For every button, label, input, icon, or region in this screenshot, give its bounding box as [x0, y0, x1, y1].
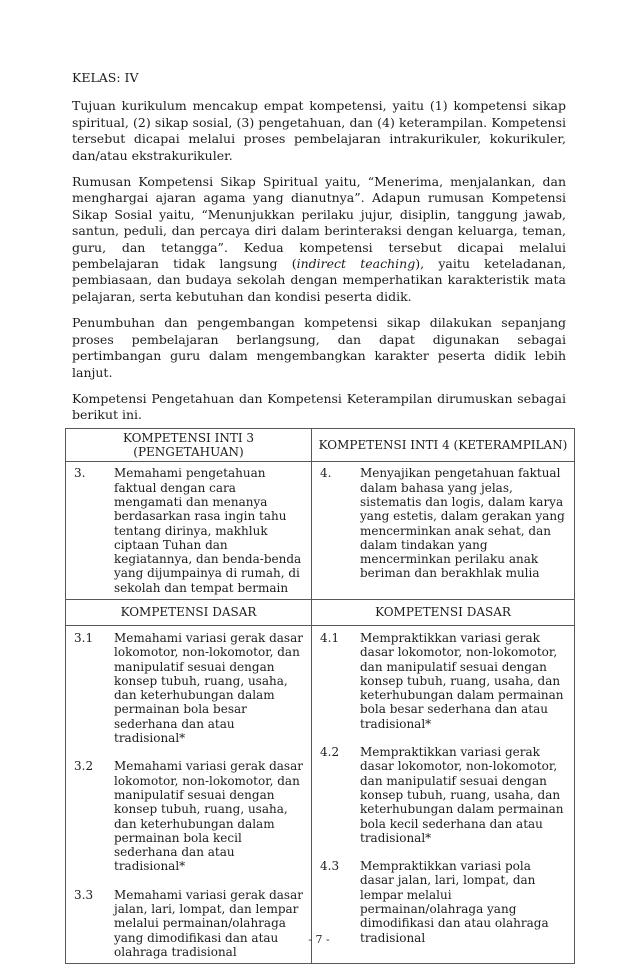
inti-item-text: Memahami pengetahuan faktual dengan cara mengamati dan menanya berdasarkan rasa ingin tahu tentang dirinya, makhluk ciptaan Tuhan dan kegiatannya, dan benda-benda yang dijumpainya di rumah, di sekolah dan tempat bermain	[114, 466, 302, 595]
inti-item-4	[320, 466, 568, 580]
kd-item-4-1	[320, 631, 568, 731]
kd-item-4-2	[320, 745, 568, 845]
paragraph-kompetensi-intro: Kompetensi Pengetahuan dan Kompetensi Keterampilan dirumuskan sebagai berikut ini.	[72, 390, 566, 423]
kd-right-cell	[312, 625, 575, 963]
kd-item-number: 4.1	[320, 630, 340, 645]
kd-item-text: Memahami variasi gerak dasar jalan, lari, lompat, dan lempar melalui permainan/olahraga yang dimodifikasi dan atau olahraga tradisional	[114, 887, 303, 959]
dasar-header-row	[66, 599, 575, 625]
header-kompetensi-inti-3: KOMPETENSI INTI 3 (PENGETAHUAN)	[66, 428, 312, 462]
header-kompetensi-dasar-left: KOMPETENSI DASAR	[66, 599, 312, 625]
kd-item-number: 3.3	[74, 887, 94, 902]
kd-item-number: 4.3	[320, 859, 340, 874]
inti-content-row	[66, 462, 575, 600]
kd-item-3-1	[74, 631, 305, 745]
kd-item-text: Mempraktikkan variasi pola dasar jalan, lari, lompat, dan lempar melalui permainan/olahraga yang dimodifikasi dan atau olahraga tradisional	[360, 859, 549, 945]
kd-item-text: Mempraktikkan variasi gerak dasar lokomotor, non-lokomotor, dan manipulatif sesuai dengan konsep tubuh, ruang, usaha, dan keterhubungan dalam permainan bola besar sederhana dan atau tradisional*	[360, 630, 564, 731]
kd-item-text: Memahami variasi gerak dasar lokomotor, non-lokomotor, dan manipulatif sesuai dengan konsep tubuh, ruang, usaha, dan keterhubungan dalam permainan bola kecil sederhana dan atau tradisional*	[114, 759, 303, 874]
paragraph-penumbuhan: Penumbuhan dan pengembangan kompetensi sikap dilakukan sepanjang proses pembelajaran berlangsung, dan dapat digunakan sebagai pertimbangan guru dalam mengembangkan karakter peserta didik lebih lanjut.	[72, 315, 566, 380]
inti-item-number: 3.	[74, 466, 86, 481]
kd-item-text: Mempraktikkan variasi gerak dasar lokomotor, non-lokomotor, dan manipulatif sesuai dengan konsep tubuh, ruang, usaha, dan keterhubungan dalam permainan bola kecil sederhana dan atau tradisional*	[360, 745, 564, 845]
inti-item-text: Menyajikan pengetahuan faktual dalam bahasa yang jelas, sistematis dan logis, dalam karya yang estetis, dalam gerakan yang mencerminkan anak sehat, dan dalam tindakan yang mencerminkan perilaku anak beriman dan berakhlak mulia	[360, 466, 565, 581]
inti-3-cell	[66, 462, 312, 600]
indirect-teaching-italic: indirect teaching	[296, 256, 416, 272]
paragraph-tujuan-kurikulum: Tujuan kurikulum mencakup empat kompetensi, yaitu (1) kompetensi sikap spiritual, (2) sikap sosial, (3) pengetahuan, dan (4) keterampilan. Kompetensi tersebut dicapai melalui proses pembelajaran intrakurikuler, kokurikuler, dan/atau ekstrakurikuler.	[72, 98, 566, 163]
kd-item-number: 4.2	[320, 745, 340, 760]
paragraph-rumusan-pre: Rumusan Kompetensi Sikap Spiritual yaitu, “Menerima, menjalankan, dan menghargai ajaran agama yang dianutnya”. Adapun rumusan Kompetensi Sikap Sosial yaitu, “Menunjukkan perilaku jujur, disiplin, tanggung jawab, santun, peduli, dan percaya diri dalam berinteraksi dengan keluarga, teman, guru, dan tetangga”. Kedua kompetensi tersebut dicapai melalui pembelajaran tidak langsung (	[72, 174, 566, 272]
paragraph-rumusan-kompetensi	[72, 174, 566, 305]
inti-item-number: 4.	[320, 466, 332, 481]
header-kompetensi-dasar-right: KOMPETENSI DASAR	[312, 599, 575, 625]
paragraph-rumusan-post: ), yaitu keteladanan, pembiasaan, dan budaya sekolah dengan memperhatikan karakteristik mata pelajaran, serta kebutuhan dan kondisi peserta didik.	[72, 256, 566, 304]
dasar-content-row	[66, 625, 575, 963]
kelas-heading: KELAS: IV	[72, 70, 139, 85]
kd-item-3-3	[74, 888, 305, 959]
kompetensi-table	[65, 428, 575, 965]
page-number: - 7 -	[308, 933, 330, 946]
kd-item-number: 3.2	[74, 759, 94, 774]
header-kompetensi-inti-4: KOMPETENSI INTI 4 (KETERAMPILAN)	[312, 428, 575, 462]
kd-item-3-2	[74, 759, 305, 873]
kd-item-number: 3.1	[74, 630, 94, 645]
inti-header-row	[66, 428, 575, 462]
inti-4-cell	[312, 462, 575, 600]
kd-item-text: Memahami variasi gerak dasar lokomotor, non-lokomotor, dan manipulatif sesuai dengan konsep tubuh, ruang, usaha, dan keterhubungan dalam permainan bola besar sederhana dan atau tradisional*	[114, 630, 303, 746]
kd-left-cell	[66, 625, 312, 963]
inti-item-3	[74, 466, 305, 595]
